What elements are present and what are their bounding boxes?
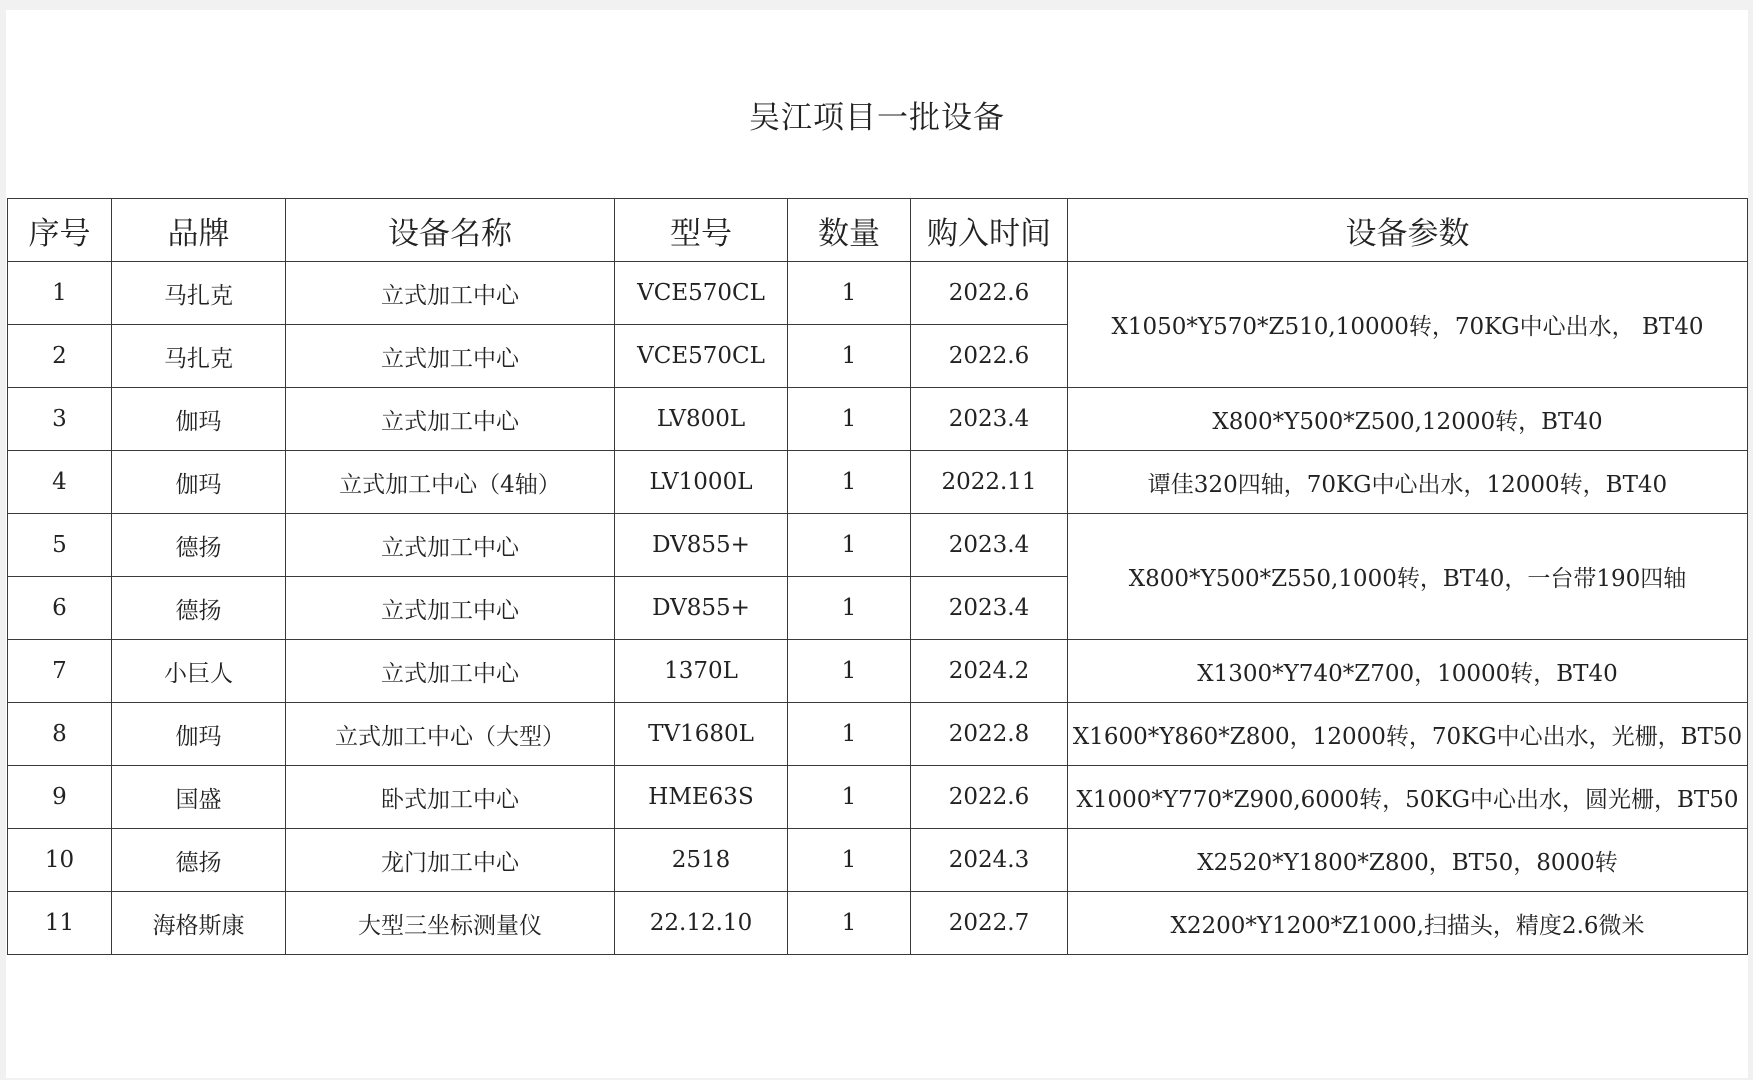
cell-brand: 马扎克 (112, 262, 286, 325)
header-date: 购入时间 (911, 199, 1068, 262)
cell-name: 立式加工中心 (286, 325, 615, 388)
cell-date: 2024.2 (911, 640, 1068, 703)
cell-name: 立式加工中心（大型） (286, 703, 615, 766)
table-row (8, 640, 1748, 703)
header-qty: 数量 (788, 199, 911, 262)
document-title: 吴江项目一批设备 (749, 100, 1005, 136)
cell-qty: 1 (788, 640, 911, 703)
document-page (6, 10, 1748, 1078)
equipment-table (7, 198, 1748, 955)
table-row (8, 892, 1748, 955)
cell-qty: 1 (788, 766, 911, 829)
cell-qty: 1 (788, 703, 911, 766)
cell-params: X1050*Y570*Z510,10000转，70KG中心出水， BT40 (1068, 262, 1748, 388)
cell-date: 2022.11 (911, 451, 1068, 514)
cell-date: 2023.4 (911, 514, 1068, 577)
cell-name: 立式加工中心 (286, 577, 615, 640)
cell-qty: 1 (788, 262, 911, 325)
cell-model: TV1680L (615, 703, 788, 766)
cell-name: 立式加工中心 (286, 388, 615, 451)
header-index: 序号 (8, 199, 112, 262)
cell-qty: 1 (788, 514, 911, 577)
cell-index: 7 (8, 640, 112, 703)
cell-name: 大型三坐标测量仪 (286, 892, 615, 955)
cell-index: 10 (8, 829, 112, 892)
header-brand: 品牌 (112, 199, 286, 262)
cell-name: 龙门加工中心 (286, 829, 615, 892)
cell-qty: 1 (788, 388, 911, 451)
header-name: 设备名称 (286, 199, 615, 262)
cell-date: 2022.7 (911, 892, 1068, 955)
cell-name: 立式加工中心 (286, 262, 615, 325)
cell-index: 2 (8, 325, 112, 388)
cell-model: VCE570CL (615, 262, 788, 325)
cell-brand: 海格斯康 (112, 892, 286, 955)
cell-qty: 1 (788, 577, 911, 640)
cell-index: 3 (8, 388, 112, 451)
cell-model: DV855+ (615, 577, 788, 640)
cell-index: 1 (8, 262, 112, 325)
cell-qty: 1 (788, 892, 911, 955)
cell-date: 2022.8 (911, 703, 1068, 766)
cell-brand: 伽玛 (112, 451, 286, 514)
table-row (8, 262, 1748, 325)
cell-model: 1370L (615, 640, 788, 703)
cell-name: 卧式加工中心 (286, 766, 615, 829)
cell-brand: 德扬 (112, 514, 286, 577)
cell-brand: 德扬 (112, 829, 286, 892)
cell-date: 2022.6 (911, 766, 1068, 829)
cell-index: 6 (8, 577, 112, 640)
cell-model: HME63S (615, 766, 788, 829)
cell-qty: 1 (788, 325, 911, 388)
cell-model: DV855+ (615, 514, 788, 577)
table-row (8, 514, 1748, 577)
cell-model: LV1000L (615, 451, 788, 514)
cell-date: 2024.3 (911, 829, 1068, 892)
cell-name: 立式加工中心（4轴） (286, 451, 615, 514)
cell-params: X1000*Y770*Z900,6000转，50KG中心出水，圆光栅，BT50 (1068, 766, 1748, 829)
cell-brand: 小巨人 (112, 640, 286, 703)
cell-params: X2200*Y1200*Z1000,扫描头，精度2.6微米 (1068, 892, 1748, 955)
cell-params: 谭佳320四轴，70KG中心出水，12000转，BT40 (1068, 451, 1748, 514)
cell-params: X1300*Y740*Z700，10000转，BT40 (1068, 640, 1748, 703)
cell-index: 11 (8, 892, 112, 955)
cell-brand: 伽玛 (112, 388, 286, 451)
cell-date: 2023.4 (911, 388, 1068, 451)
cell-date: 2022.6 (911, 262, 1068, 325)
cell-index: 8 (8, 703, 112, 766)
cell-brand: 德扬 (112, 577, 286, 640)
cell-date: 2023.4 (911, 577, 1068, 640)
cell-index: 5 (8, 514, 112, 577)
table-header-row (8, 199, 1748, 262)
cell-brand: 马扎克 (112, 325, 286, 388)
table-row (8, 766, 1748, 829)
cell-date: 2022.6 (911, 325, 1068, 388)
table-row (8, 829, 1748, 892)
cell-model: 22.12.10 (615, 892, 788, 955)
cell-model: 2518 (615, 829, 788, 892)
cell-model: VCE570CL (615, 325, 788, 388)
table-row (8, 703, 1748, 766)
header-params: 设备参数 (1068, 199, 1748, 262)
cell-index: 9 (8, 766, 112, 829)
cell-name: 立式加工中心 (286, 514, 615, 577)
cell-params: X2520*Y1800*Z800，BT50，8000转 (1068, 829, 1748, 892)
cell-qty: 1 (788, 829, 911, 892)
cell-name: 立式加工中心 (286, 640, 615, 703)
cell-params: X1600*Y860*Z800，12000转，70KG中心出水，光栅，BT50 (1068, 703, 1748, 766)
cell-brand: 国盛 (112, 766, 286, 829)
cell-qty: 1 (788, 451, 911, 514)
header-model: 型号 (615, 199, 788, 262)
table-row (8, 388, 1748, 451)
cell-params: X800*Y500*Z550,1000转，BT40，一台带190四轴 (1068, 514, 1748, 640)
cell-brand: 伽玛 (112, 703, 286, 766)
table-row (8, 451, 1748, 514)
cell-params: X800*Y500*Z500,12000转，BT40 (1068, 388, 1748, 451)
cell-index: 4 (8, 451, 112, 514)
cell-model: LV800L (615, 388, 788, 451)
